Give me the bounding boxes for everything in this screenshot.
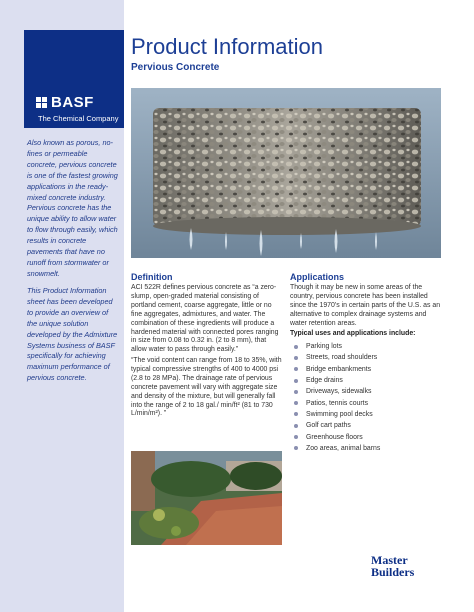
pervious-concrete-photo bbox=[131, 88, 441, 258]
list-item: Parking lots bbox=[290, 341, 380, 352]
bullet-icon bbox=[294, 390, 298, 394]
bullet-icon bbox=[294, 412, 298, 416]
sidebar-intro: Also known as porous, no-fines or permeable concrete, pervious concrete is one of the fastest growing applications in the ready-mixed concrete industry. Pervious concrete has the unique ability to allow water to flow through easily, which results in concrete pavements that have no runoff from stormwater or snowmelt. bbox=[27, 138, 118, 278]
applications-heading: Applications bbox=[290, 272, 345, 282]
definition-heading: Definition bbox=[131, 272, 173, 282]
list-item: Patios, tennis courts bbox=[290, 397, 380, 408]
bullet-icon bbox=[294, 356, 298, 360]
bullet-icon bbox=[294, 435, 298, 439]
uses-list bbox=[290, 341, 380, 454]
bullet-icon bbox=[294, 424, 298, 428]
page-subtitle: Pervious Concrete bbox=[131, 62, 220, 73]
garden-patio-photo bbox=[131, 451, 282, 545]
basf-squares-icon bbox=[36, 97, 47, 108]
list-item: Driveways, sidewalks bbox=[290, 386, 380, 397]
list-item: Golf cart paths bbox=[290, 420, 380, 431]
list-item: Bridge embankments bbox=[290, 364, 380, 375]
brand-tagline: The Chemical Company bbox=[38, 114, 119, 123]
list-item: Edge drains bbox=[290, 375, 380, 386]
uses-heading: Typical uses and applications include: bbox=[290, 330, 416, 337]
list-item: Zoo areas, animal barns bbox=[290, 443, 380, 454]
bullet-icon bbox=[294, 401, 298, 405]
bullet-icon bbox=[294, 446, 298, 450]
bullet-icon bbox=[294, 367, 298, 371]
bullet-icon bbox=[294, 345, 298, 349]
page-title: Product Information bbox=[131, 34, 323, 59]
bullet-icon bbox=[294, 379, 298, 383]
list-item: Swimming pool decks bbox=[290, 409, 380, 420]
applications-para: Though it may be new in some areas of the country, pervious concrete has been installed since the 1970’s in certain parts of the U.S. as an alternative to complex drainage systems and water retention areas. bbox=[290, 284, 441, 327]
sidebar-purpose: This Product Information sheet has been developed to provide an overview of the unique solution developed by the Admixture Systems business of BASF specifically for achieving maximum performance of pervious concrete. bbox=[27, 286, 118, 383]
list-item: Greenhouse floors bbox=[290, 431, 380, 442]
basf-logo bbox=[36, 94, 94, 111]
master-builders-logo: Master Builders bbox=[371, 553, 415, 579]
definition-para-1: ACI 522R defines pervious concrete as “a zero-slump, open-graded material consisting of portland cement, coarse aggregate, little or no fine aggregates, admixtures, and water. The combination of these ingredients will produce a hardened material with connected pores ranging in size from 0.08 to 0.32 in. (2 to 8 mm), that allow water to pass through easily.” bbox=[131, 284, 279, 354]
brand-name: BASF bbox=[51, 94, 94, 111]
list-item: Streets, road shoulders bbox=[290, 352, 380, 363]
definition-para-2: “The void content can range from 18 to 35%, with typical compressive strengths of 400 to 4000 psi (2.8 to 28 MPa). The drainage rate of pervious concrete pavement will vary with aggregate size and density of the mixture, but will generally fall into the range of 2 to 18 gal./ min/ft² (81 to 730 L/min/m²). ” bbox=[131, 357, 282, 418]
